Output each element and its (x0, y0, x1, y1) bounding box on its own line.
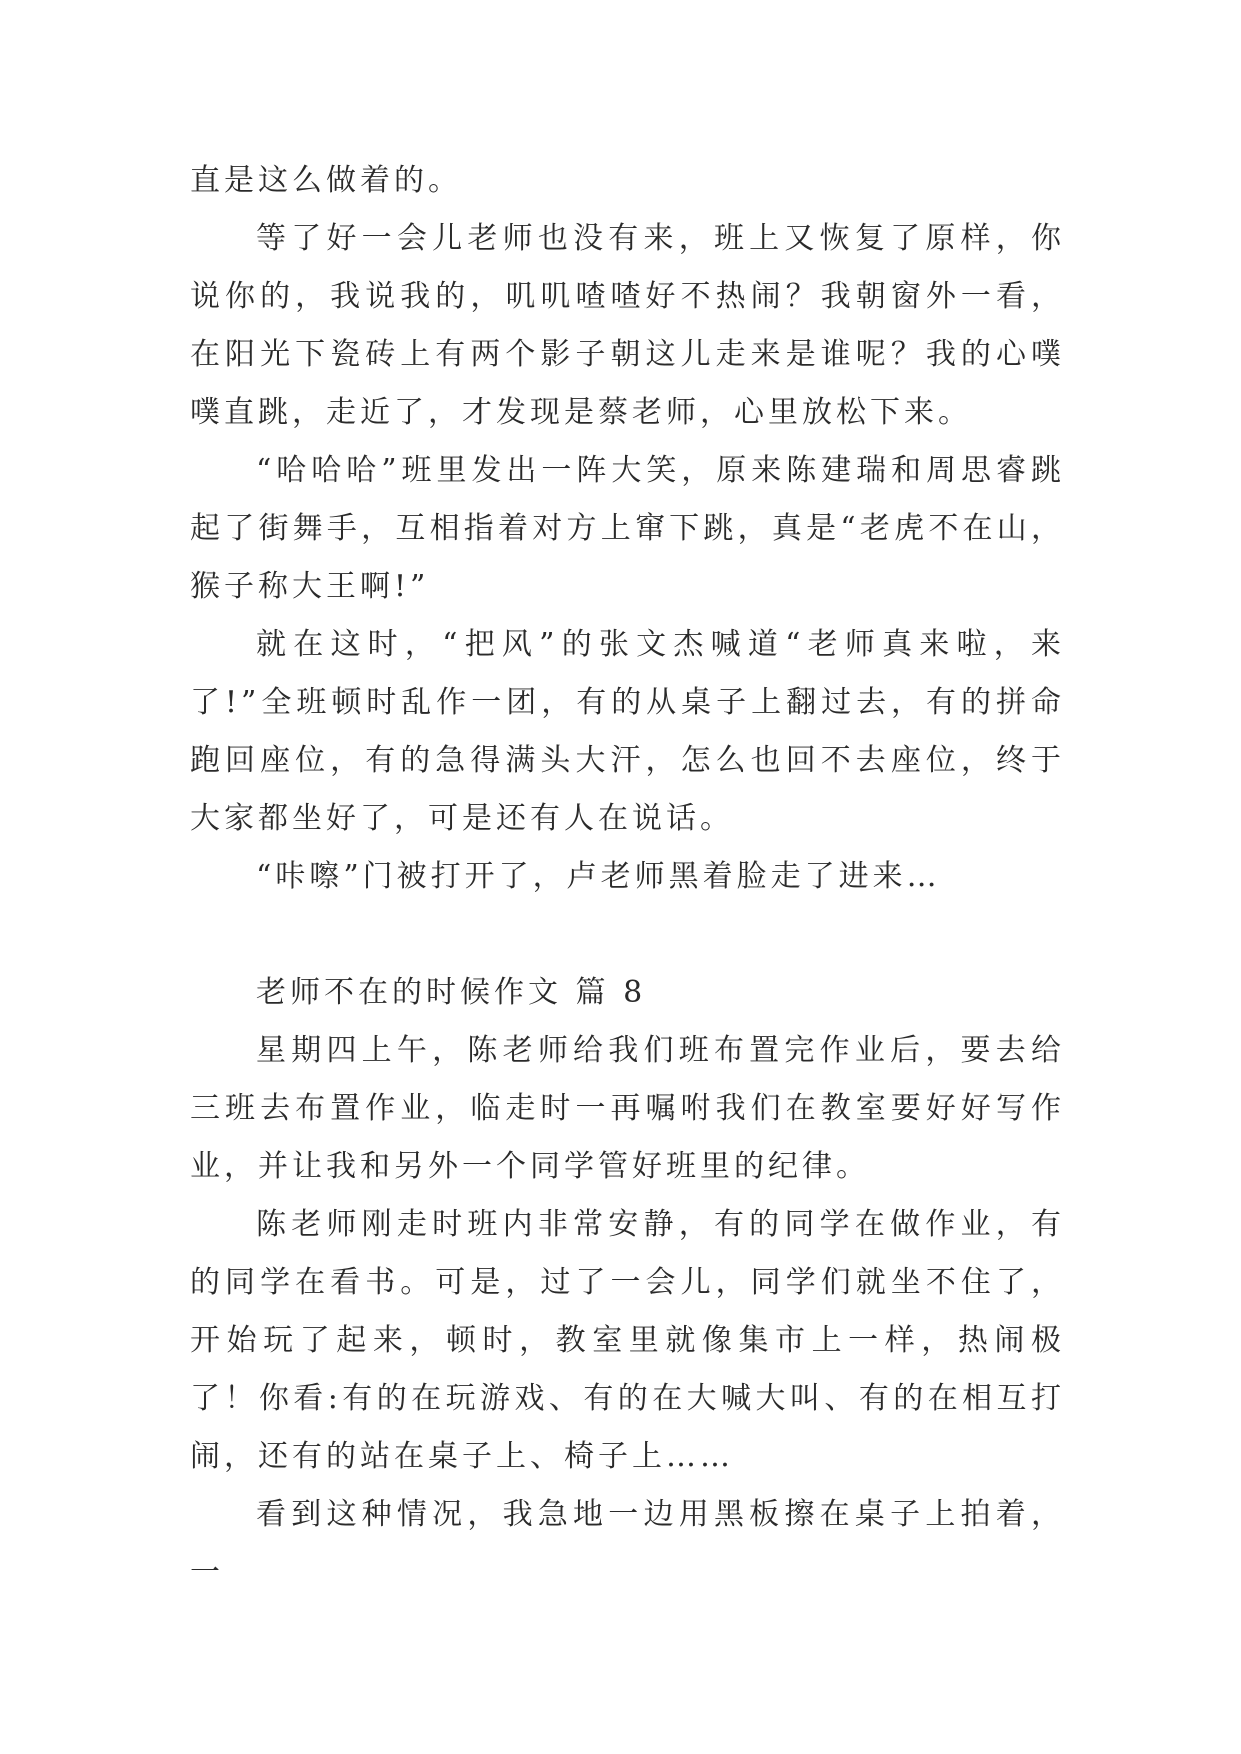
paragraph: “咔嚓”门被打开了，卢老师黑着脸走了进来… (256, 859, 941, 894)
section-spacer (190, 906, 1065, 964)
paragraph: 等了好一会儿老师也没有来，班上又恢复了原样，你说你的，我说我的，叽叽喳喳好不热闹？我朝窗外一看，在阳光下瓷砖上有两个影子朝这儿走来是谁呢？我的心噗噗直跳，走近了，才发现是蔡老师，心里放松下来。 (190, 221, 1065, 430)
paragraph-continuation: 直是这么做着的。 (190, 163, 462, 198)
section-title: 老师不在的时候作文 篇 8 (256, 975, 647, 1010)
paragraph: “哈哈哈”班里发出一阵大笑，原来陈建瑞和周思睿跳起了街舞手，互相指着对方上窜下跳，真是“老虎不在山，猴子称大王啊!” (190, 453, 1065, 604)
paragraph: 星期四上午，陈老师给我们班布置完作业后，要去给三班去布置作业，临走时一再嘱咐我们在教室要好好写作业，并让我和另外一个同学管好班里的纪律。 (190, 1033, 1065, 1184)
document-body (190, 152, 1065, 1602)
paragraph: 陈老师刚走时班内非常安静，有的同学在做作业，有的同学在看书。可是，过了一会儿，同学们就坐不住了，开始玩了起来，顿时，教室里就像集市上一样，热闹极了！你看:有的在玩游戏、有的在大喊大叫、有的在相互打闹，还有的站在桌子上、椅子上…… (190, 1207, 1065, 1474)
paragraph: 看到这种情况，我急地一边用黑板擦在桌子上拍着，一 (190, 1497, 1065, 1590)
paragraph: 就在这时，“把风”的张文杰喊道“老师真来啦，来了!”全班顿时乱作一团，有的从桌子上翻过去，有的拼命跑回座位，有的急得满头大汗，怎么也回不去座位，终于大家都坐好了，可是还有人在说话。 (190, 627, 1065, 836)
